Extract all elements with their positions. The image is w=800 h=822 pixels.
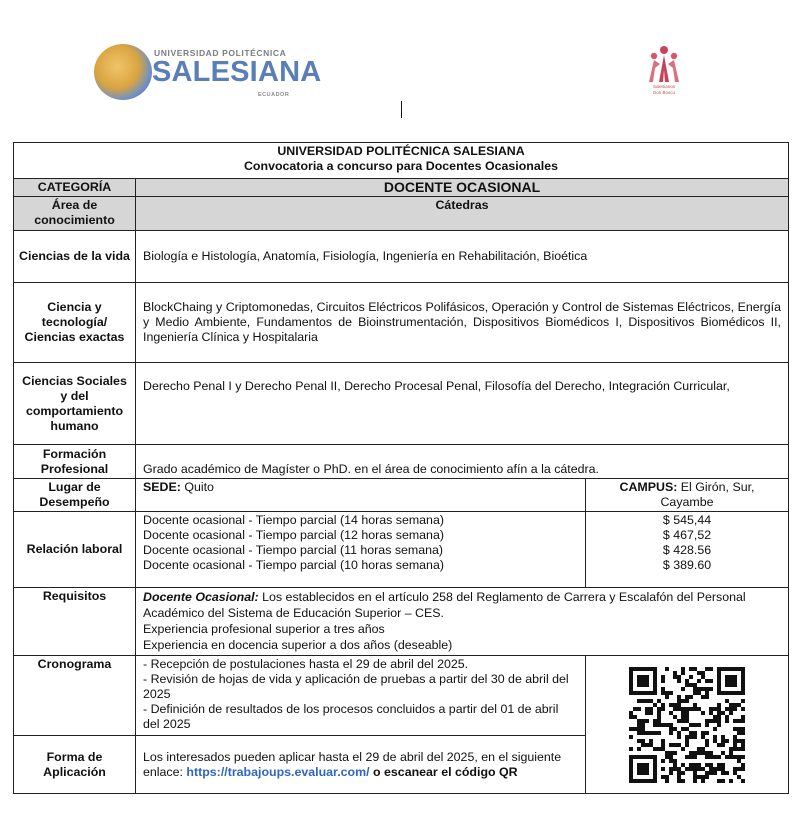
requisitos-label: Requisitos	[14, 588, 136, 656]
forma-text: Los interesados pueden aplicar hasta el 29 de abril del 2025, en el siguiente enlace:	[143, 749, 562, 779]
table-subtitle: Convocatoria a concurso para Docentes Ocasionales	[243, 159, 558, 173]
qr-code-icon[interactable]	[629, 667, 745, 783]
area-text: BlockChaing y Criptomonedas, Circuitos Eléctricos Polifásicos, Operación y Control de Sistemas Eléctricos, Energía y Medio Ambiente, Fundamentos de Bioinstrumentación, Dispositivos Biomédicos I, Dispositivos Biomédicos II, Ingeniería Clínica y Hospitalaria	[136, 283, 789, 363]
logo2-line2: Don Bosco	[652, 90, 675, 95]
relacion-desc-cell	[136, 512, 586, 588]
salesianos-logo	[640, 44, 688, 100]
sede-label: SEDE:	[143, 480, 181, 494]
logo2-line1: Salesianos	[652, 84, 675, 89]
text-cursor	[401, 101, 402, 118]
relacion-desc: Docente ocasional - Tiempo parcial (10 horas semana)	[143, 558, 444, 572]
logo-line3: ECUADOR	[258, 92, 290, 98]
categoria-label: CATEGORÍA	[14, 179, 136, 197]
categoria-value: DOCENTE OCASIONAL	[136, 179, 789, 197]
area-name: Ciencias de la vida	[14, 231, 136, 283]
campus-value: El Girón, Sur, Cayambe	[660, 480, 755, 509]
relacion-amount: $ 389.60	[662, 558, 712, 572]
relacion-amount: $ 545,44	[662, 513, 712, 527]
cronograma-cell	[136, 656, 586, 736]
forma-label: Forma de Aplicación	[14, 736, 136, 794]
relacion-desc: Docente ocasional - Tiempo parcial (11 horas semana)	[143, 543, 444, 557]
requisitos-line: Experiencia profesional superior a tres años	[143, 622, 385, 636]
application-link[interactable]: https://trabajoups.evaluar.com/	[186, 764, 370, 779]
requisitos-line: Experiencia en docencia superior a dos años (deseable)	[143, 638, 453, 652]
logo-line1: UNIVERSIDAD POLITÉCNICA	[154, 48, 287, 58]
campus-label: CAMPUS:	[619, 480, 678, 494]
cronograma-item: - Definición de resultados de los procesos concluidos a partir del 01 de abril del 2025	[143, 702, 559, 731]
relacion-label: Relación laboral	[14, 512, 136, 588]
requisitos-cell	[136, 588, 789, 656]
relacion-desc: Docente ocasional - Tiempo parcial (14 horas semana)	[143, 513, 444, 527]
salesianos-figures-icon	[640, 44, 688, 84]
area-name: Ciencias Sociales y del comportamiento humano	[14, 363, 136, 445]
relacion-amount: $ 467,52	[662, 528, 712, 542]
cronograma-item: - Revisión de hojas de vida y aplicación de pruebas a partir del 30 de abril del 2025	[143, 672, 569, 701]
formacion-text: Grado académico de Magíster o PhD. en el área de conocimiento afín a la cátedra.	[136, 445, 789, 479]
qr-cell	[586, 656, 789, 794]
cronograma-label: Cronograma	[14, 656, 136, 736]
sede-cell	[136, 479, 586, 512]
title-cell	[14, 143, 789, 179]
forma-cell	[136, 736, 586, 794]
relacion-amount: $ 428.56	[662, 543, 712, 557]
table-title: UNIVERSIDAD POLITÉCNICA SALESIANA	[277, 144, 525, 158]
forma-tail: o escanear el código QR	[369, 764, 518, 779]
cronograma-item: - Recepción de postulaciones hasta el 29 de abril del 2025.	[143, 657, 469, 671]
sede-value: Quito	[184, 480, 214, 494]
lugar-label: Lugar de Desempeño	[14, 479, 136, 512]
convocatoria-table	[13, 142, 789, 794]
area-label: Área de conocimiento	[14, 197, 136, 231]
globe-emblem-icon	[94, 44, 152, 100]
ups-logo	[94, 42, 322, 102]
relacion-desc: Docente ocasional - Tiempo parcial (12 horas semana)	[143, 528, 444, 542]
area-name: Ciencia y tecnología/ Ciencias exactas	[14, 283, 136, 363]
catedras-label: Cátedras	[136, 197, 789, 231]
campus-cell	[586, 479, 789, 512]
requisitos-text: Los establecidos en el artículo 258 del Reglamento de Carrera y Escalafón del Personal Académico del Sistema de Educación Superior – CES.	[143, 590, 746, 620]
relacion-amount-cell	[586, 512, 789, 588]
formacion-label: Formación Profesional	[14, 445, 136, 479]
requisitos-bold: Docente Ocasional:	[143, 590, 259, 604]
area-text: Derecho Penal I y Derecho Penal II, Derecho Procesal Penal, Filosofía del Derecho, Integración Curricular,	[136, 363, 789, 445]
area-text: Biología e Histología, Anatomía, Fisiología, Ingeniería en Rehabilitación, Bioética	[136, 231, 789, 283]
logo-line2: SALESIANA	[152, 56, 322, 88]
